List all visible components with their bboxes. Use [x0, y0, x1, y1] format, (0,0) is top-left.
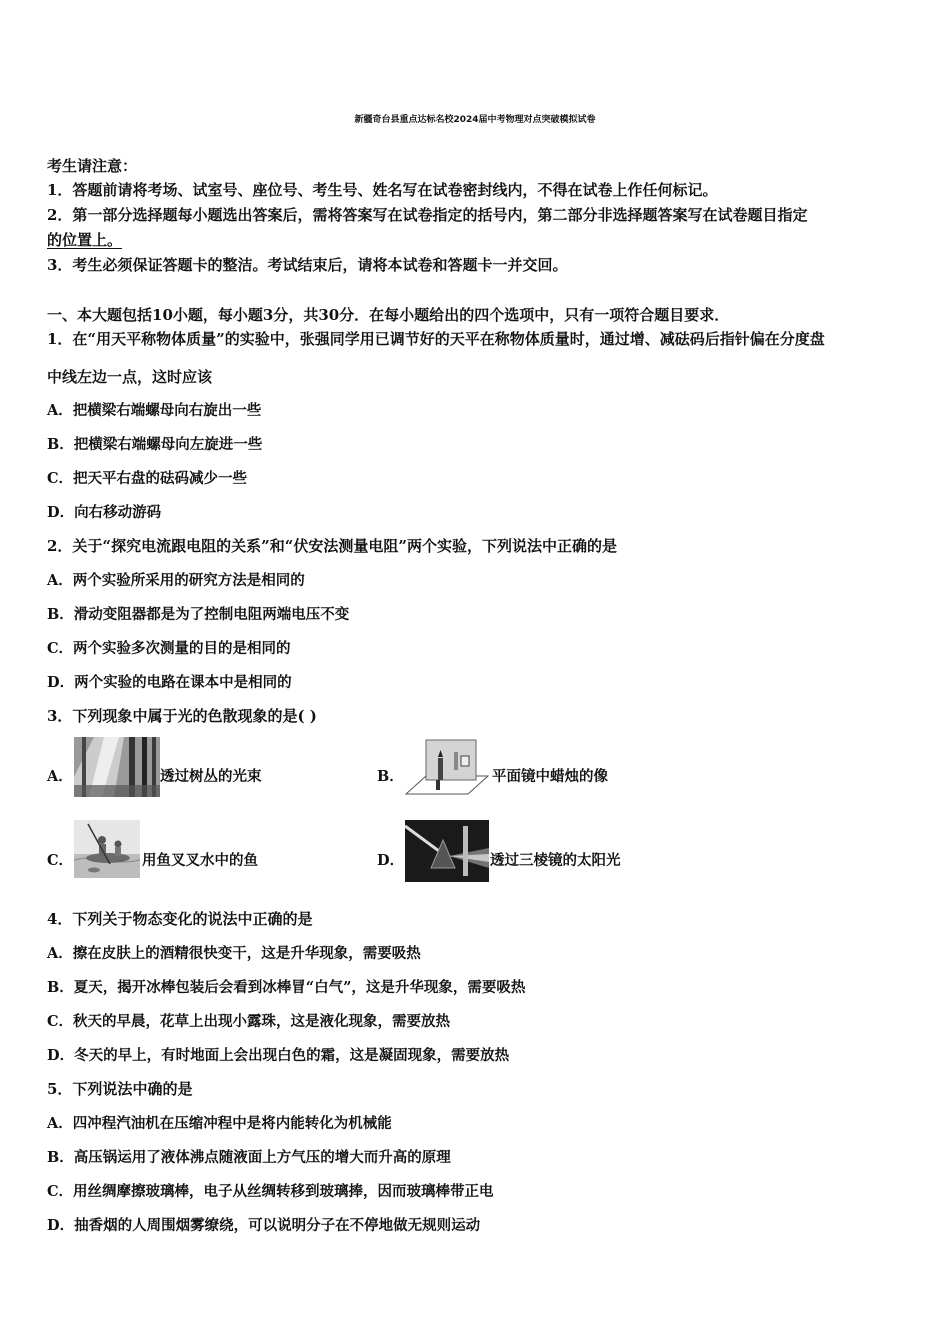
prism-sunlight-image: [405, 820, 489, 882]
section-heading: 一、本大题包括10小题，每小题3分，共30分．在每小题给出的四个选项中，只有一项符合题目要求．: [47, 306, 730, 324]
q3-option-c-letter: C．: [47, 852, 74, 869]
q5-stem: 5．下列说法中确的是: [47, 1080, 193, 1098]
q2-option-b: B．滑动变阻器都是为了控制电阻两端电压不变: [47, 606, 350, 623]
notice-item-3: 3．考生必须保证答题卡的整洁。考试结束后，请将本试卷和答题卡一并交回。: [47, 256, 568, 274]
q3-option-d-text: 透过三棱镜的太阳光: [490, 852, 621, 869]
q5-option-d: D．抽香烟的人周围烟雾缭绕，可以说明分子在不停地做无规则运动: [47, 1217, 481, 1234]
q3-option-c-text: 用鱼叉叉水中的鱼: [142, 852, 258, 869]
q3-option-b-text: 平面镜中蜡烛的像: [492, 768, 608, 785]
q1-option-c: C．把天平右盘的砝码减少一些: [47, 470, 248, 487]
q5-option-c: C．用丝绸摩擦玻璃棒，电子从丝绸转移到玻璃捧，因而玻璃棒带正电: [47, 1183, 494, 1200]
notice-heading: 考生请注意：: [47, 157, 138, 175]
q2-option-a: A．两个实验所采用的研究方法是相同的: [47, 572, 305, 589]
q2-stem: 2．关于“探究电流跟电阻的关系”和“伏安法测量电阻”两个实验，下列说法中正确的是: [47, 537, 617, 555]
q1-stem: 1．在“用天平称物体质量”的实验中，张强同学用已调节好的天平在称物体质量时，通过增、减砝码后指针偏在分度盘: [47, 330, 825, 348]
q4-option-b: B．夏天，揭开冰棒包装后会看到冰棒冒“白气”，这是升华现象，需要吸热: [47, 979, 526, 996]
q1-option-a: A．把横梁右端螺母向右旋出一些: [47, 402, 262, 419]
fishing-spear-image: [74, 820, 140, 878]
notice-item-2-cont: 的位置上。: [47, 231, 123, 249]
q5-option-a: A．四冲程汽油机在压缩冲程中是将内能转化为机械能: [47, 1115, 392, 1132]
q1-option-b: B．把横梁右端螺母向左旋进一些: [47, 436, 263, 453]
page-title: 新疆奇台县重点达标名校2024届中考物理对点突破模拟试卷: [354, 115, 596, 125]
q5-option-b: B．高压锅运用了液体沸点随液面上方气压的增大而升高的原理: [47, 1149, 451, 1166]
forest-light-image: [74, 737, 160, 797]
q3-stem: 3．下列现象中属于光的色散现象的是( ): [47, 707, 317, 725]
q3-option-a-letter: A．: [47, 768, 73, 785]
q4-option-d: D．冬天的早上，有时地面上会出现白色的霜，这是凝固现象，需要放热: [47, 1047, 510, 1064]
notice-item-2: 2．第一部分选择题每小题选出答案后，需将答案写在试卷指定的括号内，第二部分非选择题答案写在试卷题目指定: [47, 206, 808, 224]
mirror-candle-image: [404, 738, 490, 796]
q3-option-a-text: 透过树丛的光束: [160, 768, 262, 785]
q1-stem-cont: 中线左边一点，这时应该: [47, 368, 213, 386]
q2-option-c: C．两个实验多次测量的目的是相同的: [47, 640, 291, 657]
q4-option-a: A．擦在皮肤上的酒精很快变干，这是升华现象，需要吸热: [47, 945, 421, 962]
q2-option-d: D．两个实验的电路在课本中是相同的: [47, 674, 292, 691]
notice-item-1: 1．答题前请将考场、试室号、座位号、考生号、姓名写在试卷密封线内，不得在试卷上作任何标记。: [47, 181, 718, 199]
q3-option-b-letter: B．: [377, 768, 404, 785]
q4-option-c: C．秋天的早晨，花草上出现小露珠，这是液化现象，需要放热: [47, 1013, 451, 1030]
q3-option-d-letter: D．: [377, 852, 405, 869]
q1-option-d: D．向右移动游码: [47, 504, 162, 521]
q4-stem: 4．下列关于物态变化的说法中正确的是: [47, 910, 313, 928]
